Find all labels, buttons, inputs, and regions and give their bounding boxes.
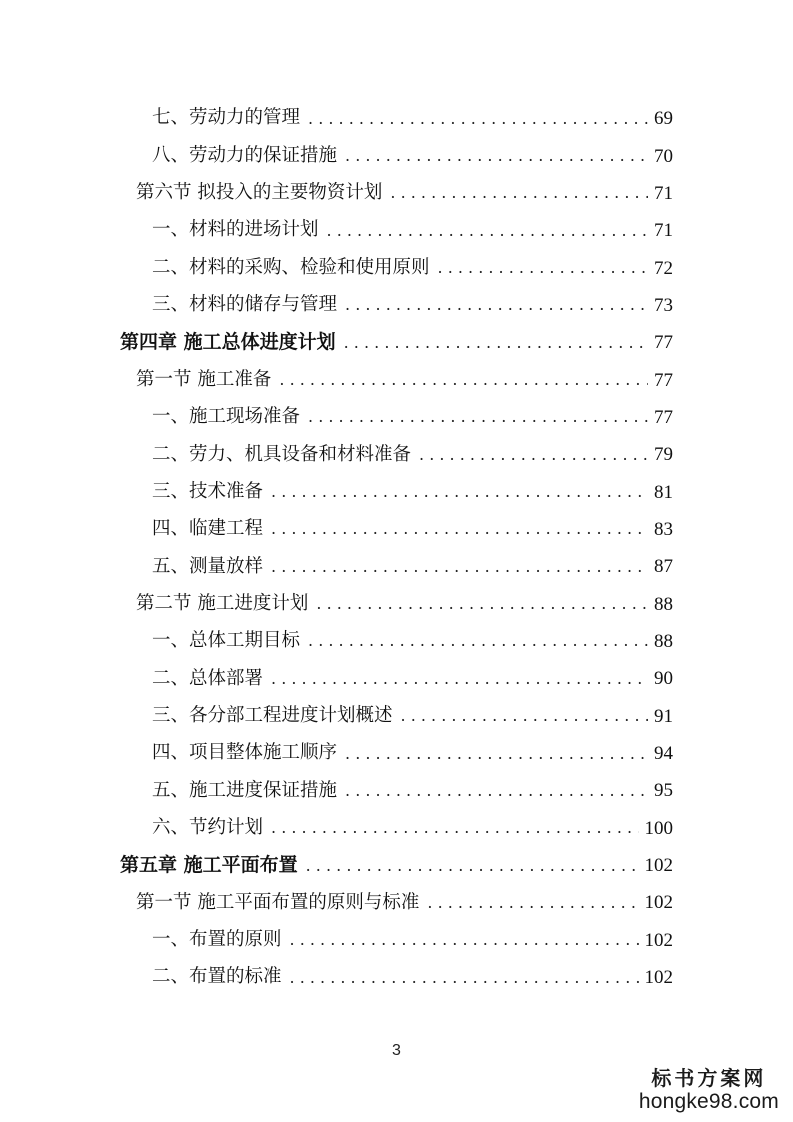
toc-entry-page: 88 bbox=[654, 630, 673, 652]
toc-entry-title: 一、施工现场准备 bbox=[152, 406, 301, 428]
toc-entry-item[interactable] bbox=[0, 287, 793, 324]
toc-entry-item[interactable] bbox=[0, 772, 793, 809]
toc-entry-page: 91 bbox=[654, 705, 673, 727]
toc-entry-item[interactable] bbox=[0, 548, 793, 585]
toc-dot-leader bbox=[344, 335, 648, 351]
toc-entry-section[interactable] bbox=[0, 884, 793, 921]
page-number: 3 bbox=[392, 1042, 401, 1059]
toc-dot-leader bbox=[345, 783, 648, 799]
toc-dot-leader bbox=[308, 111, 648, 127]
toc-entry-item[interactable] bbox=[0, 137, 793, 174]
watermark-name: 标书方案网 bbox=[651, 1066, 767, 1090]
toc-entry-title: 四、项目整体施工顺序 bbox=[152, 742, 338, 764]
toc-entry-title: 八、劳动力的保证措施 bbox=[152, 144, 338, 166]
toc-dot-leader bbox=[316, 596, 648, 612]
toc-entry-item[interactable] bbox=[0, 511, 793, 548]
toc-dot-leader bbox=[401, 708, 648, 724]
toc-entry-page: 95 bbox=[654, 780, 673, 802]
toc-entry-page: 72 bbox=[654, 257, 673, 279]
toc-entry-title: 一、材料的进场计划 bbox=[152, 219, 319, 241]
toc-dot-leader bbox=[271, 671, 648, 687]
toc-entry-title: 三、各分部工程进度计划概述 bbox=[152, 704, 393, 726]
toc-entry-section[interactable] bbox=[0, 585, 793, 622]
table-of-contents bbox=[0, 100, 793, 996]
toc-entry-page: 79 bbox=[654, 444, 673, 466]
toc-entry-item[interactable] bbox=[0, 212, 793, 249]
toc-entry-title: 第一节 施工准备 bbox=[136, 368, 272, 390]
toc-entry-item[interactable] bbox=[0, 698, 793, 735]
toc-entry-title: 四、临建工程 bbox=[152, 518, 264, 540]
toc-dot-leader bbox=[271, 559, 648, 575]
toc-entry-item[interactable] bbox=[0, 623, 793, 660]
toc-entry-page: 100 bbox=[644, 817, 673, 839]
toc-dot-leader bbox=[327, 223, 648, 239]
toc-entry-title: 二、总体部署 bbox=[152, 667, 264, 689]
toc-dot-leader bbox=[308, 409, 648, 425]
toc-dot-leader bbox=[345, 746, 648, 762]
toc-entry-item[interactable] bbox=[0, 399, 793, 436]
toc-dot-leader bbox=[419, 447, 648, 463]
toc-entry-item[interactable] bbox=[0, 473, 793, 510]
toc-entry-section[interactable] bbox=[0, 361, 793, 398]
toc-dot-leader bbox=[271, 521, 648, 537]
toc-entry-chapter[interactable] bbox=[0, 847, 793, 884]
toc-entry-title: 二、材料的采购、检验和使用原则 bbox=[152, 256, 430, 278]
toc-entry-title: 二、布置的标准 bbox=[152, 966, 282, 988]
toc-entry-title: 七、劳动力的管理 bbox=[152, 107, 301, 129]
toc-entry-title: 一、总体工期目标 bbox=[152, 630, 301, 652]
toc-entry-page: 83 bbox=[654, 518, 673, 540]
toc-dot-leader bbox=[308, 633, 648, 649]
toc-entry-page: 102 bbox=[644, 967, 673, 989]
toc-entry-page: 71 bbox=[654, 182, 673, 204]
toc-dot-leader bbox=[271, 820, 638, 836]
toc-entry-page: 77 bbox=[654, 369, 673, 391]
toc-entry-title: 五、施工进度保证措施 bbox=[152, 779, 338, 801]
toc-dot-leader bbox=[427, 895, 638, 911]
toc-entry-page: 102 bbox=[644, 929, 673, 951]
toc-entry-title: 第五章 施工平面布置 bbox=[120, 854, 298, 877]
toc-dot-leader bbox=[271, 484, 648, 500]
toc-dot-leader bbox=[345, 148, 648, 164]
toc-entry-title: 六、节约计划 bbox=[152, 816, 264, 838]
toc-entry-title: 第六节 拟投入的主要物资计划 bbox=[136, 182, 383, 204]
toc-dot-leader bbox=[290, 970, 639, 986]
toc-entry-page: 77 bbox=[654, 406, 673, 428]
toc-entry-page: 88 bbox=[654, 593, 673, 615]
toc-dot-leader bbox=[345, 297, 648, 313]
watermark-logo bbox=[639, 1066, 779, 1114]
toc-dot-leader bbox=[290, 932, 639, 948]
toc-entry-title: 一、布置的原则 bbox=[152, 928, 282, 950]
toc-entry-page: 81 bbox=[654, 481, 673, 503]
toc-dot-leader bbox=[306, 858, 639, 874]
toc-entry-title: 第四章 施工总体进度计划 bbox=[120, 331, 336, 354]
toc-entry-title: 三、技术准备 bbox=[152, 480, 264, 502]
toc-entry-section[interactable] bbox=[0, 175, 793, 212]
toc-entry-item[interactable] bbox=[0, 735, 793, 772]
toc-entry-title: 五、测量放样 bbox=[152, 555, 264, 577]
toc-dot-leader bbox=[438, 260, 648, 276]
toc-entry-page: 69 bbox=[654, 108, 673, 130]
toc-dot-leader bbox=[390, 185, 648, 201]
toc-entry-page: 87 bbox=[654, 556, 673, 578]
toc-entry-chapter[interactable] bbox=[0, 324, 793, 361]
toc-entry-page: 73 bbox=[654, 294, 673, 316]
toc-entry-page: 94 bbox=[654, 743, 673, 765]
toc-dot-leader bbox=[279, 372, 648, 388]
toc-entry-page: 90 bbox=[654, 668, 673, 690]
toc-entry-title: 第二节 施工进度计划 bbox=[136, 592, 309, 614]
toc-entry-page: 70 bbox=[654, 145, 673, 167]
toc-entry-item[interactable] bbox=[0, 922, 793, 959]
toc-entry-page: 77 bbox=[654, 332, 673, 354]
toc-entry-item[interactable] bbox=[0, 100, 793, 137]
watermark-url: hongke98.com bbox=[638, 1090, 779, 1113]
toc-entry-item[interactable] bbox=[0, 436, 793, 473]
toc-entry-page: 71 bbox=[654, 220, 673, 242]
toc-entry-title: 第一节 施工平面布置的原则与标准 bbox=[136, 891, 420, 913]
toc-entry-item[interactable] bbox=[0, 810, 793, 847]
toc-entry-page: 102 bbox=[644, 855, 673, 877]
toc-entry-page: 102 bbox=[644, 892, 673, 914]
toc-entry-item[interactable] bbox=[0, 249, 793, 286]
toc-entry-item[interactable] bbox=[0, 959, 793, 996]
toc-entry-title: 三、材料的储存与管理 bbox=[152, 294, 338, 316]
toc-entry-item[interactable] bbox=[0, 660, 793, 697]
toc-entry-title: 二、劳力、机具设备和材料准备 bbox=[152, 443, 412, 465]
